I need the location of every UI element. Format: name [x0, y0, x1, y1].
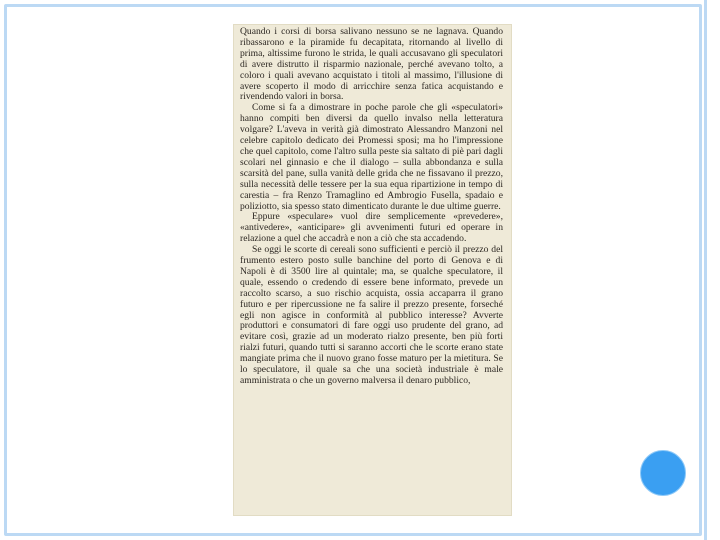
- paragraph: Come si fa a dimostrare in poche parole che gli «speculatori» hanno compiti ben diversi da quello invalso nella letteratura volgare? L'aveva in verità già dimostrato Alessandro Manzoni nel celebre capitolo dedicato dei Promessi sposi; ma ho l'impressione che quel capitolo, come l'altro sulla peste sia saltato di piè pari dagli scolari nel ginnasio e che il dialogo – sulla abbondanza e sulla scarsità del pane, sulla vanità delle grida che ne fissavano il prezzo, sulla necessità delle tessere per la sua equa ripartizione in tempo di carestia – fra Renzo Tramaglino ed Ambrogio Fusella, spadaio e poliziotto, sia spesso stato dimenticato durante le due ultime guerre.: [240, 102, 503, 212]
- page-text: [240, 27, 503, 387]
- circle-badge-fill: [640, 450, 686, 496]
- slide-side-rail: [704, 0, 718, 540]
- scanned-page: [233, 24, 512, 516]
- circle-badge-icon: [638, 448, 688, 498]
- paragraph: Quando i corsi di borsa salivano nessuno se ne lagnava. Quando ribassarono e la piramide fu decapitata, ritornando al livello di prima, altissime furono le strida, le quali accusavano gli speculatori di avere distrutto il risparmio nazionale, perché avevano tolto, a coloro i quali avevano acquistato i titoli al massimo, l'illusione di avere scoperto il modo di arricchire senza fatica acquistando e rivendendo valori in borsa.: [240, 26, 503, 103]
- paragraph: Eppure «speculare» vuol dire semplicemente «prevedere», «antivedere», «anticipare» gli avvenimenti futuri ed operare in relazione a quel che accadrà e non a ciò che sta accadendo.: [240, 211, 503, 245]
- paragraph: Se oggi le scorte di cereali sono sufficienti e perciò il prezzo del frumento estero posto sulle banchine del porto di Genova e di Napoli è di 3500 lire al quintale; ma, se qualche speculatore, il quale, essendo o credendo di essere bene informato, prevede un raccolto scarso, a suo rischio acquista, ossia accaparra il grano futuro e per ripercussione ne fa salire il prezzo presente, forseché egli non agisce in conformità al pubblico interesse? Avverte produttori e consumatori di fare oggi uso prudente del grano, ad evitare così, grazie ad un moderato rialzo presente, ben più forti rialzi futuri, quando tutti si saranno accorti che le scorte erano state mangiate prima che il nuovo grano fosse maturo per la mietitura. Se lo speculatore, il quale sa che una società industriale è male amministrata o che un governo malversa il denaro pubblico,: [240, 244, 503, 386]
